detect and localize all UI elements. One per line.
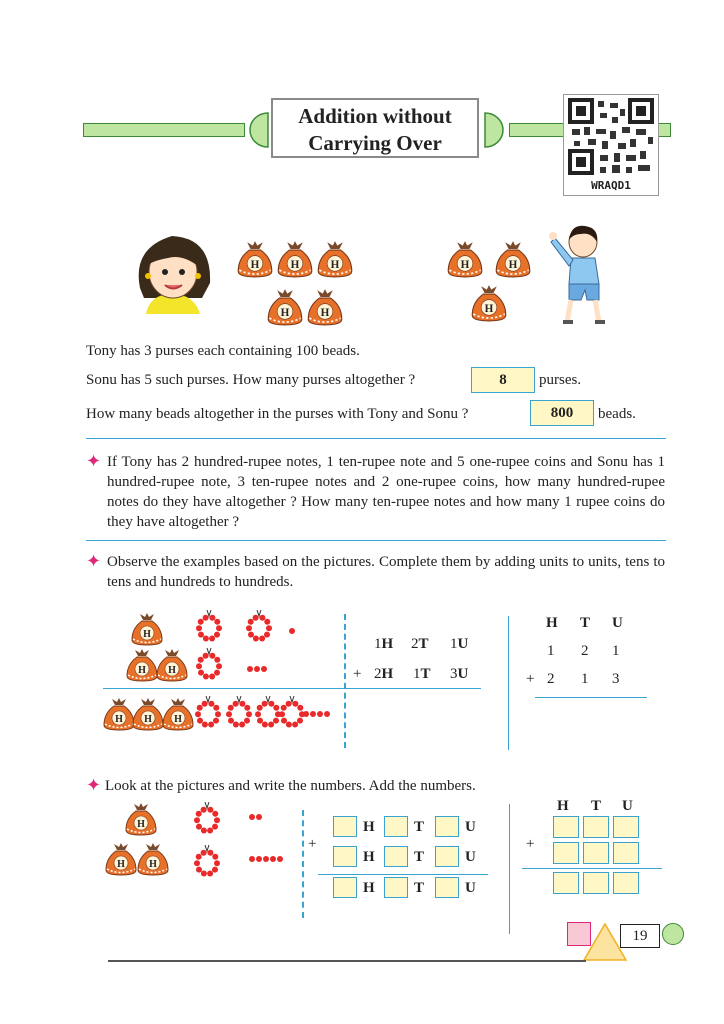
- answer-box[interactable]: [553, 872, 579, 894]
- ten-bead-ring-icon: [194, 696, 222, 728]
- hundred-bead-purse-icon: [316, 240, 354, 278]
- question-2: Observe the examples based on the pictures. Complete them by adding units to units, tens to tens and hundreds to hundreds.: [107, 554, 665, 590]
- answer-box[interactable]: [435, 877, 459, 898]
- title-line-1: Addition without: [298, 104, 452, 128]
- hundred-bead-purse-icon: [136, 842, 170, 876]
- one-bead-icon: [303, 710, 331, 718]
- one-bead-icon: [247, 665, 268, 673]
- ex1-row1-u: 1U: [450, 636, 469, 652]
- hundred-bead-purse-icon: [104, 842, 138, 876]
- hundred-bead-purse-icon: [494, 240, 532, 278]
- question-3: Look at the pictures and write the numbers. Add the numbers.: [105, 778, 476, 794]
- bullet-star-icon: ✦: [86, 551, 102, 571]
- ex4-header-u: U: [622, 798, 633, 814]
- header-right-cap: [483, 113, 507, 147]
- girl-illustration: [132, 228, 214, 314]
- purses-answer-box[interactable]: 8: [471, 367, 535, 393]
- title-line-2: Carrying Over: [308, 131, 442, 155]
- ex2-row1-u: 1: [612, 643, 620, 659]
- footer-rule: [108, 960, 586, 962]
- purse-letter: H: [508, 258, 518, 271]
- ex4-sum-line: [522, 868, 662, 869]
- intro-line-3: How many beads altogether in the purses with Tony and Sonu ?: [86, 406, 469, 422]
- purse-letter: H: [168, 665, 176, 676]
- intro-line-2: Sonu has 5 such purses. How many purses altogether ?: [86, 372, 416, 388]
- ex1-row2-h: 2H: [374, 666, 394, 682]
- ex1-row2-u: 3U: [450, 666, 469, 682]
- purse-letter: H: [144, 714, 152, 725]
- example-2-divider: [508, 616, 509, 750]
- place-value-label: H: [363, 819, 375, 835]
- hundred-bead-purse-icon: [124, 802, 158, 836]
- answer-box[interactable]: [613, 872, 639, 894]
- hundred-bead-purse-icon: [446, 240, 484, 278]
- ex2-row2-u: 3: [612, 671, 620, 687]
- question-1: If Tony has 2 hundred-rupee notes, 1 ten-rupee note and 5 one-rupee coins and Sonu has 1 hundred-rupee note, 3 ten-rupee notes and 2 one-rupee coins, how many hundred-rupee notes do they have altogether ? How many ten-rupee notes and how many 1 rupee coins do they have altogether ?: [107, 454, 665, 530]
- page-title: [271, 98, 479, 158]
- ex4-plus: +: [526, 836, 535, 852]
- answer-box[interactable]: [553, 842, 579, 864]
- ten-bead-ring-icon: [193, 845, 221, 877]
- example-1-dashed-divider: [344, 614, 346, 748]
- answer-box[interactable]: [333, 816, 357, 837]
- hundred-bead-purse-icon: [125, 648, 159, 682]
- header-left-bar: [83, 123, 245, 137]
- qr-code-label: WRAQD1: [591, 179, 631, 192]
- exercise-plus: +: [308, 836, 317, 852]
- purse-letter: H: [460, 258, 470, 271]
- hundred-bead-purse-icon: [236, 240, 274, 278]
- footer-green-circle: [662, 923, 684, 945]
- purse-letter: H: [143, 629, 151, 640]
- one-bead-icon: [289, 627, 296, 635]
- answer-box[interactable]: [583, 842, 609, 864]
- exercise-dashed-divider: [302, 810, 304, 918]
- ex2-sum-line: [535, 697, 647, 698]
- answer-box[interactable]: [435, 846, 459, 867]
- answer-box[interactable]: [553, 816, 579, 838]
- answer-box[interactable]: [333, 877, 357, 898]
- ex2-row1-t: 2: [581, 643, 589, 659]
- ten-bead-ring-icon: [195, 648, 223, 680]
- purse-letter: H: [115, 714, 123, 725]
- ex4-header-h: H: [557, 798, 569, 814]
- ex1-row1-h: 1H: [374, 636, 394, 652]
- exercise-divider-2: [509, 804, 510, 934]
- ex2-header-u: U: [612, 615, 623, 631]
- example-1-sum-line: [103, 688, 481, 689]
- intro-line-1: Tony has 3 purses each containing 100 beads.: [86, 343, 360, 359]
- answer-box[interactable]: [384, 816, 408, 837]
- ex1-row2-t: 1T: [413, 666, 431, 682]
- answer-box[interactable]: [613, 816, 639, 838]
- hundred-bead-purse-icon: [155, 648, 189, 682]
- answer-box[interactable]: [384, 877, 408, 898]
- answer-box[interactable]: [435, 816, 459, 837]
- ten-bead-ring-icon: [278, 696, 306, 728]
- place-value-label: T: [414, 880, 425, 896]
- place-value-label: H: [363, 880, 375, 896]
- divider-2: [86, 540, 666, 541]
- answer-box[interactable]: [333, 846, 357, 867]
- ex4-header-t: T: [591, 798, 602, 814]
- ex2-plus: +: [526, 671, 535, 687]
- answer-box[interactable]: [613, 842, 639, 864]
- place-value-label: U: [465, 819, 476, 835]
- hundred-bead-purse-icon: [306, 288, 344, 326]
- purse-letter: H: [484, 302, 494, 315]
- answer-box[interactable]: [583, 872, 609, 894]
- hundred-bead-purse-icon: [131, 697, 165, 731]
- ex2-row1-h: 1: [547, 643, 555, 659]
- page-number: 19: [620, 924, 660, 948]
- purse-letter: H: [330, 258, 340, 271]
- ten-bead-ring-icon: [195, 610, 223, 642]
- exercise-sum-line: [318, 874, 488, 875]
- ten-bead-ring-icon: [245, 610, 273, 642]
- answer-box[interactable]: [583, 816, 609, 838]
- purse-letter: H: [138, 665, 146, 676]
- ex1-plus: +: [353, 666, 362, 682]
- bullet-star-icon: ✦: [86, 775, 102, 795]
- ex1-row1-t: 2T: [411, 636, 429, 652]
- ten-bead-ring-icon: [193, 802, 221, 834]
- hundred-bead-purse-icon: [130, 612, 164, 646]
- divider-1: [86, 438, 666, 439]
- purse-letter: H: [137, 819, 145, 830]
- purse-letter: H: [250, 258, 260, 271]
- hundred-bead-purse-icon: [161, 697, 195, 731]
- place-value-label: U: [465, 849, 476, 865]
- place-value-label: T: [414, 849, 425, 865]
- purses-unit: purses.: [539, 372, 582, 388]
- ex2-row2-h: 2: [547, 671, 555, 687]
- ex2-row2-t: 1: [581, 671, 589, 687]
- header-left-cap: [246, 113, 270, 147]
- place-value-label: H: [363, 849, 375, 865]
- purse-letter: H: [149, 859, 157, 870]
- boy-illustration: [545, 222, 607, 328]
- qr-code[interactable]: [563, 94, 659, 196]
- place-value-label: T: [414, 819, 425, 835]
- ten-bead-ring-icon: [225, 696, 253, 728]
- ex2-header-h: H: [546, 615, 558, 631]
- purse-letter: H: [290, 258, 300, 271]
- one-bead-icon: [249, 813, 263, 821]
- beads-unit: beads.: [598, 406, 636, 422]
- answer-box[interactable]: [384, 846, 408, 867]
- purse-letter: H: [280, 306, 290, 319]
- ex2-header-t: T: [580, 615, 591, 631]
- purse-letter: H: [117, 859, 125, 870]
- bullet-star-icon: ✦: [86, 451, 102, 471]
- beads-answer-box[interactable]: 800: [530, 400, 594, 426]
- hundred-bead-purse-icon: [266, 288, 304, 326]
- hundred-bead-purse-icon: [276, 240, 314, 278]
- hundred-bead-purse-icon: [470, 284, 508, 322]
- one-bead-icon: [249, 855, 284, 863]
- place-value-label: U: [465, 880, 476, 896]
- purse-letter: H: [320, 306, 330, 319]
- purse-letter: H: [174, 714, 182, 725]
